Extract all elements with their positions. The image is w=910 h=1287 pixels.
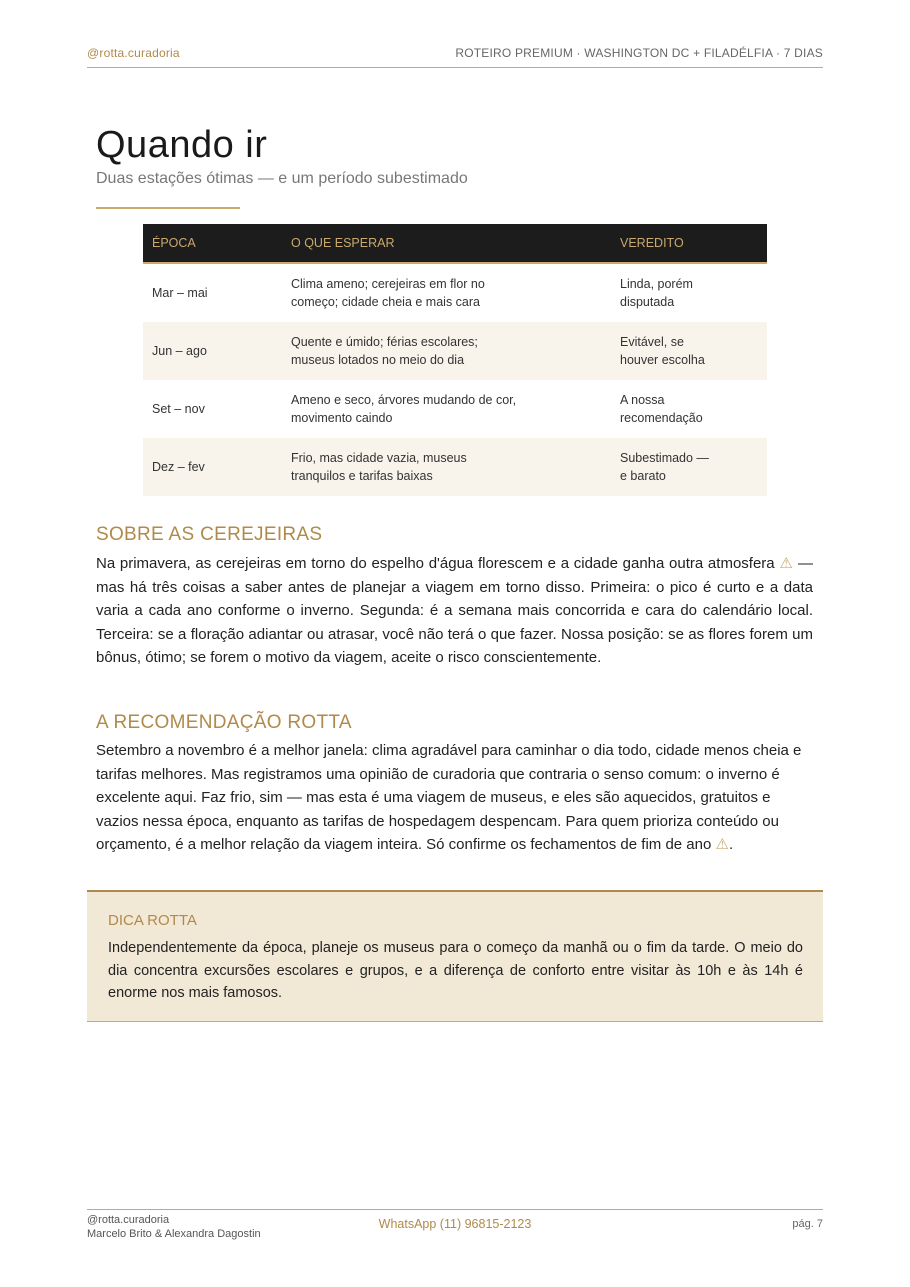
recommendation-text-part: .	[728, 836, 734, 854]
recommendation-section-heading: A RECOMENDAÇÃO ROTTA	[96, 712, 352, 733]
verdict-cell	[611, 438, 767, 496]
cherry-section-text	[96, 552, 813, 670]
expect-line: começo; cidade cheia e mais cara	[291, 295, 480, 309]
page-header	[87, 46, 823, 68]
expect-cell	[282, 263, 611, 322]
table-row	[143, 438, 767, 496]
tip-heading: DICA ROTTA	[108, 912, 197, 929]
tip-box	[87, 890, 823, 1022]
footer-authors: Marcelo Brito & Alexandra Dagostin	[87, 1228, 261, 1240]
verdict-line: disputada	[620, 295, 675, 309]
expect-line: Clima ameno; cerejeiras em flor no	[291, 277, 485, 291]
header-handle: @rotta.curadoria	[87, 46, 180, 60]
expect-cell	[282, 438, 611, 496]
expect-cell	[282, 322, 611, 380]
warning-icon: ⚠	[715, 836, 729, 854]
column-header-verdict: VEREDITO	[611, 224, 767, 263]
expect-cell	[282, 380, 611, 438]
verdict-line: e barato	[620, 469, 666, 483]
page-number: pág. 7	[792, 1218, 823, 1230]
expect-line: Ameno e seco, árvores mudando de cor,	[291, 393, 517, 407]
warning-icon: ⚠	[779, 555, 794, 572]
cherry-section-heading: SOBRE AS CEREJEIRAS	[96, 524, 323, 545]
column-header-expect: O QUE ESPERAR	[282, 224, 611, 263]
footer-contact: WhatsApp (11) 96815-2123	[378, 1217, 532, 1231]
tip-text: Independentemente da época, planeje os museus para o começo da manhã ou o fim da tarde. O meio do dia concentra excursões escolares e grupos, e a diferença de conforto entre visitar às 10h e às 14h é enorme nos mais famosos.	[108, 940, 803, 1002]
title-divider	[96, 207, 240, 209]
footer-handle: @rotta.curadoria	[87, 1214, 170, 1226]
verdict-line: Evitável, se	[620, 335, 684, 349]
seasons-table	[143, 224, 767, 496]
expect-line: Frio, mas cidade vazia, museus	[291, 451, 467, 465]
recommendation-text-part: Setembro a novembro é a melhor janela: clima agradável para caminhar o dia todo, cidade menos cheia e tarifas melhores. Mas registramos uma opinião de curadoria que contraria o senso comum: o inverno é excelente aqui. Faz frio, sim — mas esta é uma viagem de museus, e eles são aquecidos, gratuitos e vazios nessa época, enquanto as tarifas de hospedagem despencam. Para quem prioriza conteúdo ou orçamento, é a melhor relação da viagem inteira. Só confirme os fechamentos de fim de ano	[96, 742, 802, 854]
verdict-cell	[611, 380, 767, 438]
table-row	[143, 322, 767, 380]
season-cell: Set – nov	[152, 402, 205, 416]
season-cell: Jun – ago	[143, 322, 282, 380]
table-row	[143, 380, 767, 438]
expect-line: movimento caindo	[291, 411, 393, 425]
table-header-row	[143, 224, 767, 263]
verdict-line: Subestimado —	[620, 451, 709, 465]
page-title: Quando ir	[96, 124, 268, 166]
table-row	[143, 263, 767, 322]
page-footer	[87, 1209, 823, 1250]
verdict-line: houver escolha	[620, 353, 705, 367]
verdict-line: Linda, porém	[620, 277, 693, 291]
season-cell: Dez – fev	[143, 438, 282, 496]
season-cell: Mar – mai	[152, 286, 208, 300]
header-doc-title: ROTEIRO PREMIUM · WASHINGTON DC + FILADÉLFIA · 7 DIAS	[455, 46, 823, 60]
column-header-season: ÉPOCA	[143, 224, 282, 263]
expect-line: tranquilos e tarifas baixas	[291, 469, 433, 483]
recommendation-section-text	[96, 739, 813, 857]
verdict-cell	[611, 263, 767, 322]
verdict-line: A nossa	[620, 393, 665, 407]
verdict-line: recomendação	[620, 411, 703, 425]
expect-line: Quente e úmido; férias escolares;	[291, 335, 478, 349]
expect-line: museus lotados no meio do dia	[291, 353, 465, 367]
verdict-cell	[611, 322, 767, 380]
page-subtitle: Duas estações ótimas — e um período subestimado	[96, 170, 468, 187]
cherry-text-part: — mas há três coisas a saber antes de planejar a viagem em torno disso. Primeira: o pico é curto e a data varia a cada ano conforme o inverno. Segunda: é a semana mais concorrida e cara do calendário local. Terceira: se a floração adiantar ou atrasar, você não terá o que fazer. Nossa posição: se as flores forem um bônus, ótimo; se forem o motivo da viagem, aceite o risco conscientemente.	[96, 555, 814, 667]
cherry-text-part: Na primavera, as cerejeiras em torno do espelho d'água florescem e a cidade ganha outra atmosfera	[96, 555, 780, 572]
